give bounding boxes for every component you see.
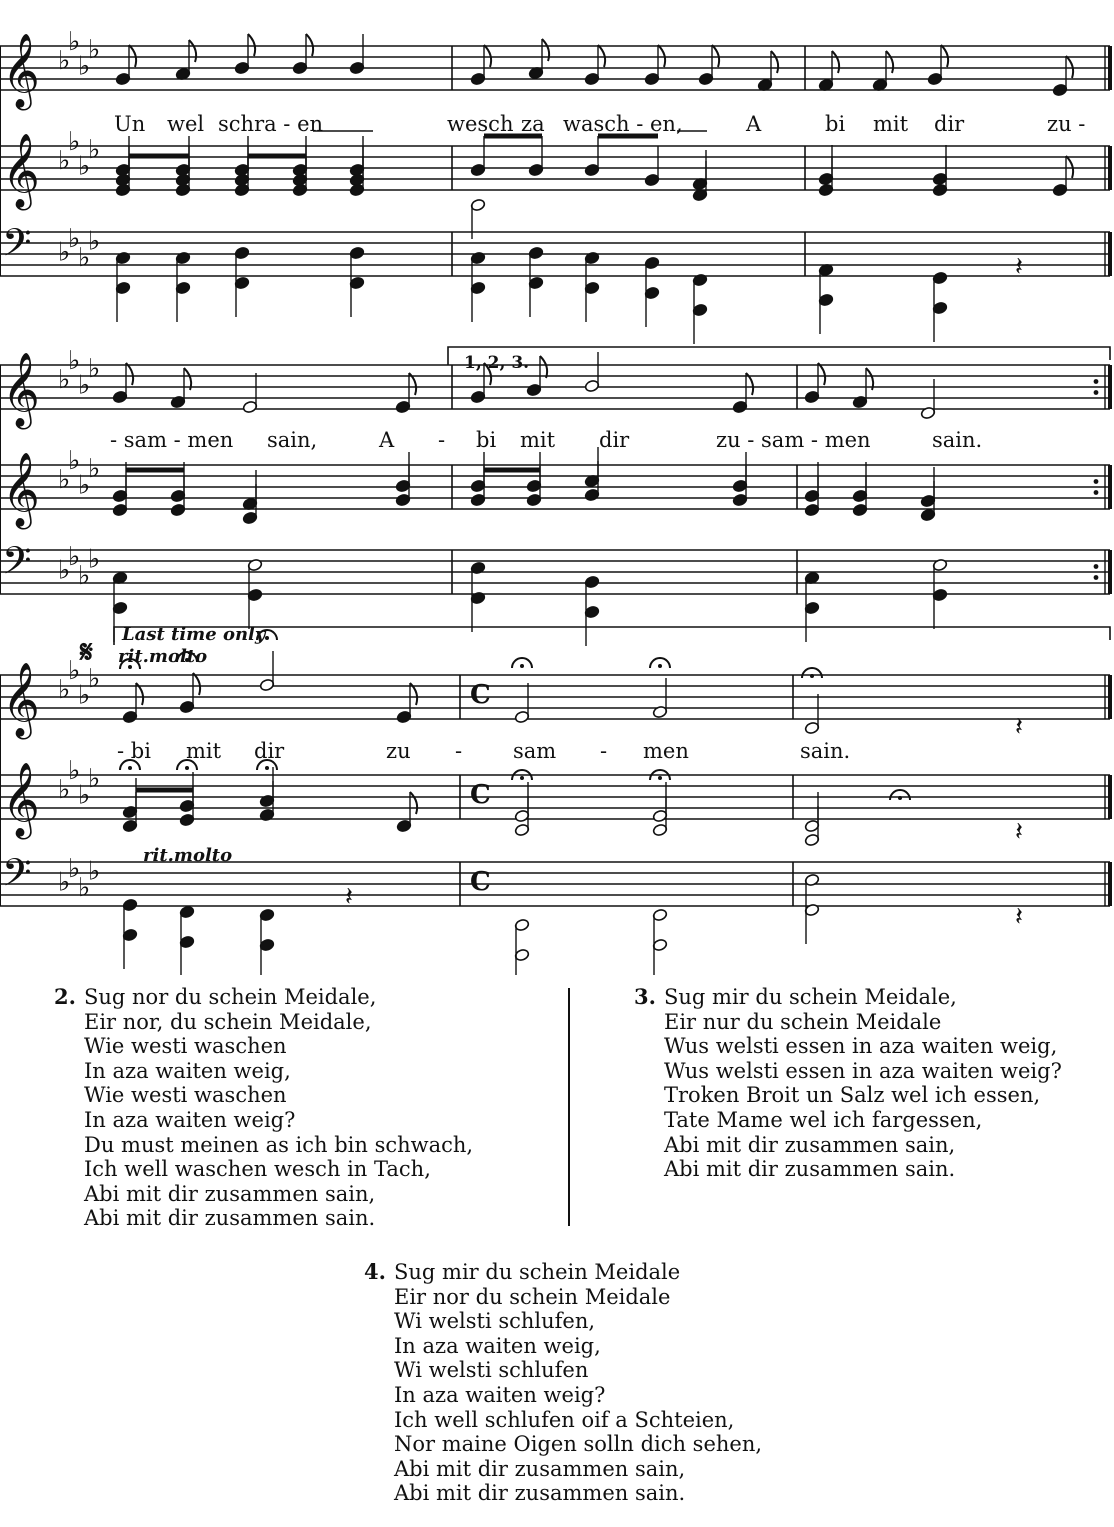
verse-line: Abi mit dir zusammen sain. <box>84 1206 376 1231</box>
verse-line: Wus welsti essen in aza waiten weig? <box>664 1058 1062 1083</box>
flat-icon: ♭ <box>88 226 101 257</box>
lyric-syllable: zu - <box>1047 112 1086 136</box>
note-flag <box>248 34 255 56</box>
last-time-label: Last time only <box>122 624 266 645</box>
flat-icon: ♭ <box>68 345 81 376</box>
bass-clef-icon: 𝄢 <box>2 220 32 274</box>
lyric-syllable: wesch <box>447 112 514 136</box>
lyric-syllable: mit <box>520 428 556 452</box>
flat-icon: ♭ <box>88 354 101 384</box>
verse-line: Abi mit dir zusammen sain. <box>664 1157 956 1182</box>
fermata-dot <box>128 766 132 770</box>
fermata-dot <box>520 776 524 780</box>
lyric-syllable: schra - en <box>218 112 324 136</box>
flat-icon: ♭ <box>68 755 81 786</box>
verse-line: Wus welsti essen in aza waiten weig, <box>664 1034 1058 1059</box>
flat-icon: ♭ <box>78 561 91 591</box>
verse-line: Troken Broit un Salz wel ich essen, <box>664 1083 1041 1108</box>
repeat-dot <box>1094 479 1099 484</box>
flat-icon: ♭ <box>68 853 81 884</box>
rest-icon: 𝄽 <box>1015 252 1023 282</box>
fermata-dot <box>658 664 662 668</box>
treble-clef-icon: 𝄞 <box>2 34 40 108</box>
lyrics-system-1 <box>114 112 1085 136</box>
flat-icon: ♭ <box>58 555 71 586</box>
repeat-dot <box>1094 490 1099 495</box>
fermata-dot <box>898 796 902 800</box>
common-time-icon: C <box>470 680 491 710</box>
flat-icon: ♭ <box>58 675 71 705</box>
verse-line: Abi mit dir zusammen sain, <box>84 1181 376 1206</box>
verse-2 <box>54 985 473 1231</box>
flat-icon: ♭ <box>68 223 81 254</box>
flat-icon: ♭ <box>68 445 81 476</box>
flat-icon: ♭ <box>88 544 101 575</box>
note-flag <box>126 363 133 385</box>
fermata-dot <box>810 674 814 678</box>
segno-icon: 𝄋 <box>80 635 93 670</box>
lyric-syllable: zu - sam - men <box>716 428 871 452</box>
flat-icon: ♭ <box>58 146 71 176</box>
flat-icon: ♭ <box>88 135 101 165</box>
lyric-syllable: - <box>455 739 463 763</box>
verse-line: Abi mit dir zusammen sain, <box>394 1456 686 1481</box>
flat-icon: ♭ <box>78 680 91 711</box>
lyric-syllable: sain, <box>267 428 318 452</box>
lyric-syllable: sain. <box>932 428 983 452</box>
treble-clef-icon: 𝄞 <box>2 134 40 208</box>
bass-clef-icon: 𝄢 <box>2 538 32 592</box>
verse-4 <box>364 1260 762 1506</box>
verse-line: In aza waiten weig, <box>394 1333 601 1358</box>
note-flag <box>658 45 665 67</box>
flat-icon: ♭ <box>88 664 101 694</box>
flat-icon: ♭ <box>68 126 81 157</box>
flat-icon: ♭ <box>78 151 91 182</box>
lyric-syllable: - <box>438 428 446 452</box>
note-flag <box>818 363 825 385</box>
lyric-syllable: A <box>379 428 395 452</box>
common-time-icon: C <box>470 780 491 810</box>
verse-line: Eir nur du schein Meidale <box>664 1009 942 1034</box>
lyrics-system-2 <box>110 428 982 452</box>
note-flag <box>306 34 313 56</box>
flat-icon: ♭ <box>58 365 71 395</box>
flat-icon: ♭ <box>78 51 91 82</box>
flat-icon: ♭ <box>78 243 91 273</box>
flat-icon: ♭ <box>58 237 71 268</box>
verse-line: Eir nor du schein Meidale <box>394 1284 671 1309</box>
verse-line: 4. Sug mir du schein Meidale <box>364 1259 681 1284</box>
note-flag <box>832 51 839 73</box>
verse-line: 2. Sug nor du schein Meidale, <box>54 984 377 1009</box>
verse-line: In aza waiten weig? <box>84 1107 296 1132</box>
verse-line: Ich well schlufen oif a Schteien, <box>394 1407 735 1432</box>
fermata-dot <box>185 766 189 770</box>
verse-line: Wie westi waschen <box>84 1083 287 1108</box>
note-flag <box>484 45 491 67</box>
treble-clef-icon: 𝄞 <box>2 453 40 527</box>
fermata-dot <box>265 636 269 640</box>
lyric-syllable: mit <box>873 112 909 136</box>
lyric-syllable: zu <box>386 739 411 763</box>
lyric-syllable: Un <box>114 112 146 136</box>
lyric-syllable: - <box>600 739 608 763</box>
rest-icon: 𝄽 <box>1015 817 1023 847</box>
lyric-syllable: mit <box>186 739 222 763</box>
repeat-dot <box>1094 575 1099 580</box>
lyric-syllable: dir <box>934 112 965 136</box>
verse-number: 4. <box>364 1259 386 1284</box>
note-flag <box>941 45 948 67</box>
flat-icon: ♭ <box>78 470 91 501</box>
verse-line: In aza waiten weig, <box>84 1058 291 1083</box>
verse-number: 2. <box>54 984 76 1009</box>
flat-icon: ♭ <box>58 46 71 76</box>
verse-line: Tate Mame wel ich fargessen, <box>664 1107 983 1132</box>
note-flag <box>129 45 136 67</box>
verse-line: Ich well waschen wesch in Tach, <box>84 1157 431 1182</box>
flat-icon: ♭ <box>88 454 101 484</box>
treble-clef-icon: 𝄞 <box>2 763 40 837</box>
flat-icon: ♭ <box>58 465 71 495</box>
verse-line: Wi welsti schlufen, <box>394 1309 596 1334</box>
note-flag <box>410 792 417 814</box>
bass-clef-icon: 𝄢 <box>2 850 32 904</box>
flat-icon: ♭ <box>58 867 71 898</box>
rest-icon: 𝄽 <box>1015 902 1023 932</box>
flat-icon: ♭ <box>88 35 101 65</box>
flat-icon: ♭ <box>78 370 91 401</box>
verse-line: Eir nor, du schein Meidale, <box>84 1009 372 1034</box>
lyric-syllable: - sam - men <box>110 428 234 452</box>
note-flag <box>189 40 196 62</box>
volta-label: 1, 2, 3. <box>464 353 530 373</box>
lyric-syllable: dir <box>599 428 630 452</box>
ritardando-marking: rit.molto <box>118 646 208 667</box>
ritardando-marking: rit.molto <box>143 845 233 866</box>
verse-line: Nor maine Oigen solln dich sehen, <box>394 1432 763 1457</box>
repeat-dot <box>1094 390 1099 395</box>
flat-icon: ♭ <box>58 775 71 805</box>
note-flag <box>1066 56 1073 78</box>
verse-line: Du must meinen as ich bin schwach, <box>84 1132 474 1157</box>
lyrics-system-3 <box>117 739 850 763</box>
lyric-syllable: wasch - en, <box>563 112 683 136</box>
lyric-syllable: za <box>521 112 545 136</box>
note-flag <box>540 356 547 378</box>
note-flag <box>193 673 200 695</box>
flat-icon: ♭ <box>68 655 81 686</box>
lyric-syllable: sain. <box>800 739 851 763</box>
note-flag <box>886 51 893 73</box>
lyric-syllable: bi <box>476 428 497 452</box>
verse-line: 3. Sug mir du schein Meidale, <box>634 984 957 1009</box>
verse-line: Abi mit dir zusammen sain. <box>394 1481 686 1506</box>
flat-icon: ♭ <box>68 26 81 57</box>
fermata-dot <box>658 776 662 780</box>
verse-line: In aza waiten weig? <box>394 1382 606 1407</box>
flat-icon: ♭ <box>78 780 91 811</box>
lyric-syllable: A <box>746 112 762 136</box>
rest-icon: 𝄽 <box>345 882 353 912</box>
treble-clef-icon: 𝄞 <box>2 353 40 427</box>
flat-icon: ♭ <box>88 856 101 887</box>
repeat-dot <box>1094 564 1099 569</box>
verse-number: 3. <box>634 984 656 1009</box>
fermata-dot <box>265 766 269 770</box>
verse-line: Wi welsti schlufen <box>394 1358 589 1383</box>
note-flag <box>1066 156 1073 178</box>
verse-line: Wie westi waschen <box>84 1034 287 1059</box>
flat-icon: ♭ <box>68 541 81 572</box>
lyric-syllable: men <box>643 739 689 763</box>
note-flag <box>712 45 719 67</box>
lyric-syllable: sam <box>513 739 557 763</box>
note-flag <box>771 51 778 73</box>
lyric-syllable: wel <box>167 112 205 136</box>
lyric-syllable: bi <box>825 112 846 136</box>
notes <box>112 34 1073 975</box>
lyric-syllable: - bi <box>117 739 151 763</box>
lyric-syllable: dir <box>254 739 285 763</box>
note-flag <box>598 45 605 67</box>
verse-3 <box>634 985 1062 1182</box>
flat-icon: ♭ <box>88 764 101 794</box>
repeat-dot <box>1094 379 1099 384</box>
flat-icon: ♭ <box>78 873 91 903</box>
treble-clef-icon: 𝄞 <box>2 663 40 737</box>
verse-line: Abi mit dir zusammen sain, <box>664 1132 956 1157</box>
fermata-dot <box>520 664 524 668</box>
verse-divider <box>568 988 570 1226</box>
common-time-icon: C <box>470 867 491 897</box>
rest-icon: 𝄽 <box>1015 712 1023 742</box>
